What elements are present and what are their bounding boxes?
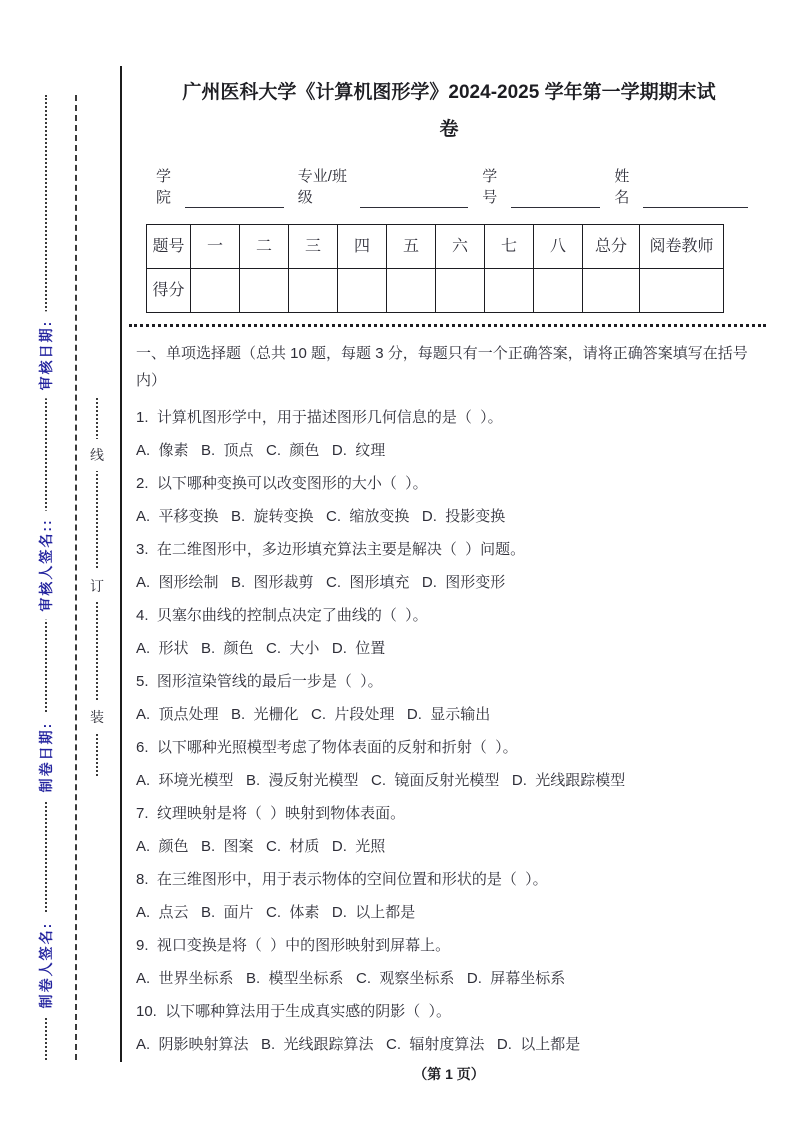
question-options: A. 形状 B. 颜色 C. 大小 D. 位置 [136,640,386,657]
question-stem: 10. 以下哪种算法用于生成真实感的阴影（ ）。 [136,1003,452,1020]
question-options: A. 顶点处理 B. 光栅化 C. 片段处理 D. 显示输出 [136,706,491,723]
college-label: 学院 [156,168,172,206]
page-number: （第 1 页） [413,1066,485,1082]
question-3 [136,533,762,599]
paper-making-date-label: 制卷日期: [36,714,56,801]
question-options: A. 阴影映射算法 B. 光线跟踪算法 C. 辐射度算法 D. 以上都是 [136,1036,581,1053]
score-table-score-row [147,269,724,313]
question-options: A. 世界坐标系 B. 模型坐标系 C. 观察坐标系 D. 屏幕坐标系 [136,970,566,987]
question-7 [136,797,762,863]
student-info-row [136,165,762,208]
student-id-label: 学号 [482,168,498,206]
question-number-header: 题号 [147,225,191,269]
question-stem: 1. 计算机图形学中，用于描述图形几何信息的是（ ）。 [136,409,503,426]
score-cell [436,269,485,313]
name-blank [643,190,748,208]
question-2 [136,467,762,533]
question-stem: 8. 在三维图形中，用于表示物体的空间位置和形状的是（ ）。 [136,871,548,888]
exam-title-line-2: 卷 [439,119,459,140]
paper-maker-signature-label: 制卷人签名: [36,914,56,1017]
score-cell [534,269,583,313]
question-5 [136,665,762,731]
exam-title-line-1: 广州医科大学《计算机图形学》2024-2025 学年第一学期期末试 [182,82,716,103]
question-options: A. 像素 B. 顶点 C. 颜色 D. 纹理 [136,442,386,459]
col-4: 四 [338,225,387,269]
question-list [136,401,762,1061]
exam-sheet [136,74,762,1061]
question-9 [136,929,762,995]
score-cell [191,269,240,313]
college-field [156,165,284,208]
col-2: 二 [240,225,289,269]
question-options: A. 环境光模型 B. 漫反射光模型 C. 镜面反射光模型 D. 光线跟踪模型 [136,772,626,789]
question-options: A. 颜色 B. 图案 C. 材质 D. 光照 [136,838,386,855]
college-blank [185,190,284,208]
question-stem: 2. 以下哪种变换可以改变图形的大小（ ）。 [136,475,428,492]
question-8 [136,863,762,929]
major-class-blank [360,190,468,208]
col-7: 七 [485,225,534,269]
col-total: 总分 [583,225,640,269]
exam-title [136,74,762,148]
tear-line-separator [129,324,766,327]
score-cell [485,269,534,313]
col-grader: 阅卷教师 [640,225,724,269]
col-1: 一 [191,225,240,269]
score-cell [387,269,436,313]
question-6 [136,731,762,797]
score-cell [640,269,724,313]
name-label: 姓名 [614,168,630,206]
question-10 [136,995,762,1061]
major-class-label: 专业/班级 [297,168,347,206]
question-options: A. 平移变换 B. 旋转变换 C. 缩放变换 D. 投影变换 [136,508,506,525]
question-4 [136,599,762,665]
question-1 [136,401,762,467]
student-id-field [482,165,600,208]
margin-dashed-line-2 [75,95,77,1060]
reviewer-signature-label: 审核人签名:: [36,510,56,619]
score-cell [240,269,289,313]
question-options: A. 点云 B. 面片 C. 体素 D. 以上都是 [136,904,416,921]
binding-char-line: 线 [89,439,105,471]
question-stem: 5. 图形渲染管线的最后一步是（ ）。 [136,673,383,690]
col-5: 五 [387,225,436,269]
question-stem: 4. 贝塞尔曲线的控制点决定了曲线的（ ）。 [136,607,428,624]
score-table [146,224,724,313]
name-field [614,165,748,208]
score-cell [583,269,640,313]
question-stem: 3. 在二维图形中，多边形填充算法主要是解决（ ）问题。 [136,541,526,558]
col-3: 三 [289,225,338,269]
question-stem: 6. 以下哪种光照模型考虑了物体表面的反射和折射（ ）。 [136,739,518,756]
student-id-blank [511,190,600,208]
col-8: 八 [534,225,583,269]
score-cell [289,269,338,313]
major-class-field [298,165,469,208]
col-6: 六 [436,225,485,269]
review-date-label: 审核日期: [36,312,56,399]
sheet-left-border [120,66,122,1062]
section-one-heading: 一、单项选择题（总共 10 题，每题 3 分，每题只有一个正确答案，请将正确答案填写在括号内） [136,345,748,389]
question-options: A. 图形绘制 B. 图形裁剪 C. 图形填充 D. 图形变形 [136,574,506,591]
score-header: 得分 [147,269,191,313]
binding-char-bind: 装 [89,701,105,733]
question-stem: 9. 视口变换是将（ ）中的图形映射到屏幕上。 [136,937,451,954]
binding-char-staple: 订 [89,570,105,602]
score-table-header-row [147,225,724,269]
score-cell [338,269,387,313]
question-stem: 7. 纹理映射是将（ ）映射到物体表面。 [136,805,406,822]
